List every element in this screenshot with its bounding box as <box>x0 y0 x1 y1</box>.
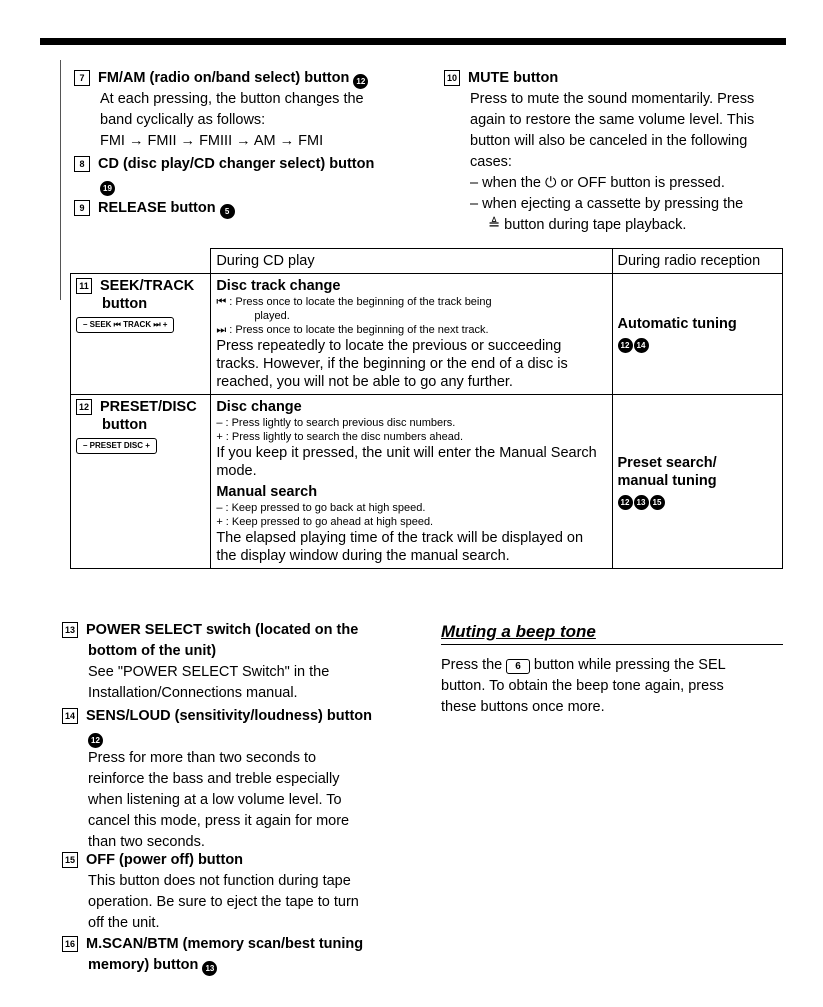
item-title: M.SCAN/BTM (memory scan/best tuning <box>86 936 364 952</box>
table-corner <box>71 249 211 274</box>
ref-icon: 14 <box>634 338 649 353</box>
item-text: – when ejecting a cassette by pressing the <box>470 196 744 212</box>
button-name: SEEK/TRACK <box>100 278 195 294</box>
cell-text: – : Press lightly to search previous disc numbers. <box>216 417 456 429</box>
cell-title: manual tuning <box>617 472 717 489</box>
item-16 <box>62 934 422 976</box>
cell-title: Automatic tuning <box>617 316 737 332</box>
item-14 <box>62 706 422 853</box>
cell-title: Disc track change <box>216 278 341 294</box>
item-title: SENS/LOUD (sensitivity/loudness) button <box>86 708 372 724</box>
item-text: button will also be canceled in the following <box>470 133 748 149</box>
item-number: 10 <box>444 70 460 86</box>
muting-text: button. To obtain the beep tone again, press <box>441 678 724 694</box>
item-number: 7 <box>74 70 90 86</box>
cd-cell <box>211 395 612 569</box>
radio-cell <box>612 274 783 395</box>
ref-icon: 12 <box>88 733 103 748</box>
item-title: bottom of the unit) <box>88 643 217 659</box>
cell-title: Preset search/ <box>617 454 717 471</box>
item-number: 13 <box>62 622 78 638</box>
muting-section <box>441 655 786 718</box>
cell-text: played. <box>254 310 290 322</box>
item-text: off the unit. <box>88 915 160 931</box>
button-cell <box>71 395 211 569</box>
item-13 <box>62 620 402 704</box>
item-text: band cyclically as follows: <box>100 112 266 128</box>
preset-disc-key-icon: – PRESET DISC + <box>76 438 157 454</box>
ref-icon: 13 <box>634 495 649 510</box>
item-number: 12 <box>76 399 92 415</box>
item-8 <box>74 154 414 196</box>
item-text: See "POWER SELECT Switch" in the <box>88 664 330 680</box>
button-name: button <box>102 417 148 433</box>
muting-text: these buttons once more. <box>441 699 605 715</box>
item-number: 8 <box>74 156 90 172</box>
function-table <box>70 248 783 569</box>
ref-icon: 12 <box>618 495 633 510</box>
item-text: cancel this mode, press it again for more <box>88 813 350 829</box>
cell-text: + : Press lightly to search the disc numbers ahead. <box>216 431 464 443</box>
item-text: than two seconds. <box>88 834 205 850</box>
button-name: PRESET/DISC <box>100 399 197 415</box>
item-text: reinforce the bass and treble especially <box>88 771 340 787</box>
item-text: At each pressing, the button changes the <box>100 91 364 107</box>
cell-text: ⏭ : Press once to locate the beginning of the next track. <box>216 324 489 336</box>
item-title: memory) button <box>88 957 199 973</box>
item-text: This button does not function during tape <box>88 873 351 889</box>
cell-text: + : Keep pressed to go ahead at high speed. <box>216 516 434 528</box>
item-text: when listening at a low volume level. To <box>88 792 342 808</box>
margin-line <box>60 60 61 300</box>
item-number: 15 <box>62 852 78 868</box>
item-text: cases: <box>470 154 512 170</box>
item-text: Installation/Connections manual. <box>88 685 298 701</box>
table-row <box>71 395 783 569</box>
ref-icon: 13 <box>202 961 217 976</box>
item-text: Press to mute the sound momentarily. Press <box>470 91 755 107</box>
cell-title: Disc change <box>216 399 302 415</box>
item-10 <box>444 68 789 236</box>
item-15 <box>62 850 422 934</box>
item-text: FMI → FMII → FMIII → AM → FMI <box>100 133 324 149</box>
cd-cell <box>211 274 612 395</box>
item-title: POWER SELECT switch (located on the <box>86 622 359 638</box>
radio-cell <box>612 395 783 569</box>
item-number: 16 <box>62 936 78 952</box>
button-cell <box>71 274 211 395</box>
item-number: 9 <box>74 200 90 216</box>
item-title: CD (disc play/CD changer select) button <box>98 156 375 172</box>
button-6-icon: 6 <box>506 659 530 674</box>
button-name: button <box>102 296 148 312</box>
item-text: again to restore the same volume level. This <box>470 112 755 128</box>
item-title: FM/AM (radio on/band select) button <box>98 70 350 86</box>
item-title: MUTE button <box>468 70 559 86</box>
seek-track-key-icon: – SEEK ⏮ TRACK ⏭ + <box>76 317 174 333</box>
ref-icon: 12 <box>618 338 633 353</box>
item-text: operation. Be sure to eject the tape to turn <box>88 894 359 910</box>
cell-text: If you keep it pressed, the unit will enter the Manual Search mode. <box>216 445 597 479</box>
top-rule <box>40 38 786 45</box>
item-title: RELEASE button <box>98 200 216 216</box>
ref-icon: 15 <box>650 495 665 510</box>
item-9 <box>74 198 414 219</box>
cell-text: – : Keep pressed to go back at high speed. <box>216 502 426 514</box>
cell-title: Manual search <box>216 484 318 500</box>
header-cd: During CD play <box>211 249 612 274</box>
table-row <box>71 274 783 395</box>
ref-icon: 12 <box>353 74 368 89</box>
item-number: 14 <box>62 708 78 724</box>
muting-heading: Muting a beep tone <box>441 622 783 645</box>
item-text: ≜ button during tape playback. <box>488 217 687 233</box>
item-text: Press for more than two seconds to <box>88 750 317 766</box>
cell-text: ⏮ : Press once to locate the beginning of the track being <box>216 296 492 308</box>
item-number: 11 <box>76 278 92 294</box>
item-7 <box>74 68 414 152</box>
header-radio: During radio reception <box>612 249 783 274</box>
item-text: – when the ⏻ or OFF button is pressed. <box>470 175 725 191</box>
item-title: OFF (power off) button <box>86 852 244 868</box>
ref-icon: 19 <box>100 181 115 196</box>
cell-text: The elapsed playing time of the track will be displayed on the display window during the manual search. <box>216 530 584 564</box>
muting-text: button while pressing the SEL <box>533 657 726 673</box>
cell-text: Press repeatedly to locate the previous or succeeding tracks. However, if the beginning or the end of a disc is reached, you will not be able to go any further. <box>216 338 568 390</box>
muting-text: Press the <box>441 657 503 673</box>
ref-icon: 5 <box>220 204 235 219</box>
